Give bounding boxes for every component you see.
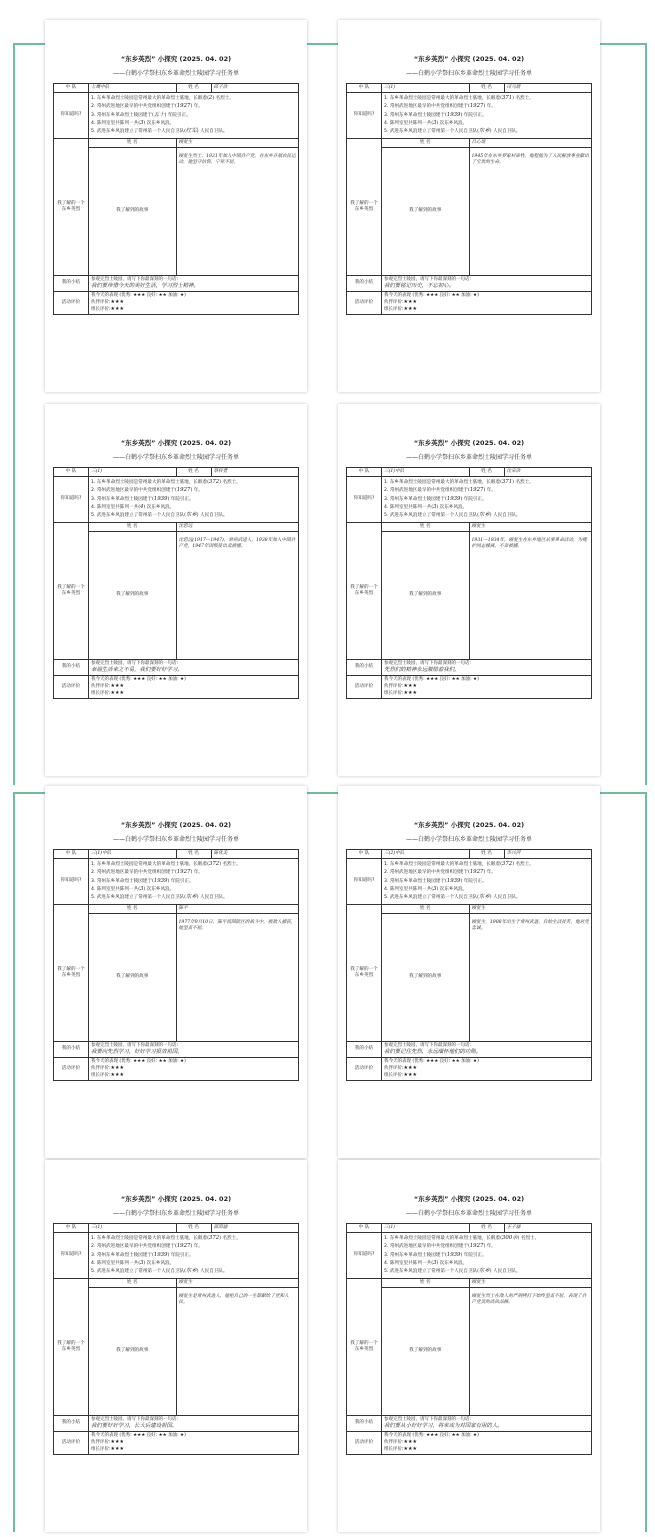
question-5: 5. 武进东乡风浪建立了常州第一个人民自卫队(东乡) 人民自卫队。 bbox=[384, 894, 521, 901]
question-list bbox=[382, 93, 592, 138]
question-2: 2. 常州武进地区最早的中共党组织创建于(1927) 年。 bbox=[91, 103, 203, 110]
question-list bbox=[89, 93, 299, 138]
task-sheet bbox=[338, 20, 600, 392]
question-list bbox=[382, 477, 592, 522]
hero-label: 我了解的一个东乡英烈 bbox=[347, 904, 382, 1041]
story-label: 我了解到的故事 bbox=[382, 531, 470, 659]
squad-value: 三(1) bbox=[89, 468, 177, 477]
name-label: 姓 名 bbox=[176, 1224, 211, 1233]
squad-value: 三(1) bbox=[89, 1224, 177, 1233]
task-table bbox=[346, 83, 592, 315]
hero-label: 我了解的一个东乡英烈 bbox=[54, 522, 89, 659]
squad-label: 中 队 bbox=[54, 84, 89, 93]
eval-cell: 我今天的表现 (优秀: ★★★ 良好: ★★ 加油: ★) 伙伴评价:★★★ 组长评价:★★★ bbox=[89, 1432, 299, 1455]
eval-cell: 我今天的表现 (优秀: ★★★ 良好: ★★ 加油: ★) 伙伴评价:★★★ 组长评价:★★★ bbox=[382, 1432, 592, 1455]
know-label: 你知道吗? bbox=[347, 1233, 382, 1278]
question-5: 5. 武进东乡风浪建立了常州第一个人民自卫队(东乡) 人民自卫队。 bbox=[91, 894, 228, 901]
question-3: 3. 常州东乡革命烈士陵园建于(1939) 年院引正。 bbox=[384, 495, 487, 502]
summary-cell: 参观完烈士陵园，请写下你最深刻的一句话: 我们要好好学习，长大后建设祖国。 bbox=[89, 1415, 299, 1431]
question-2: 2. 常州武进地区最早的中共党组织创建于(1927) 年。 bbox=[91, 487, 203, 494]
sheet-subtitle: ——白鹤小学祭扫东乡革命烈士陵园学习任务单 bbox=[405, 70, 532, 77]
question-1: 1. 东乡革命烈士陵园是常州最大的革命烈士墓地，长眠着(372) 名烈士。 bbox=[91, 479, 241, 486]
task-table bbox=[346, 1223, 592, 1455]
question-5: 5. 武进东乡风浪建立了常州第一个人民自卫队(东乡) 人民自卫队。 bbox=[91, 1268, 228, 1275]
name-label: 姓 名 bbox=[176, 468, 211, 477]
story-label: 我了解到的故事 bbox=[89, 913, 177, 1041]
name-label: 姓 名 bbox=[469, 850, 504, 859]
squad-label: 中 队 bbox=[347, 1224, 382, 1233]
summary-label: 我的小结 bbox=[54, 275, 89, 291]
know-label: 你知道吗? bbox=[347, 93, 382, 138]
sheet-subtitle: ——白鹤小学祭扫东乡革命烈士陵园学习任务单 bbox=[405, 836, 532, 843]
summary-cell: 参观完烈士陵园，请写下你最深刻的一句话: 我们要珍惜今天的美好生活，学习烈士精神。 bbox=[89, 275, 299, 291]
task-table bbox=[53, 1223, 299, 1455]
sheet-subtitle: ——白鹤小学祭扫东乡革命烈士陵园学习任务单 bbox=[405, 454, 532, 461]
question-3: 3. 常州东乡革命烈士陵园建于(1939) 年院引正。 bbox=[384, 877, 487, 884]
story-label: 我了解到的故事 bbox=[382, 1287, 470, 1415]
story-label: 我了解到的故事 bbox=[89, 1287, 177, 1415]
hero-label: 我了解的一个东乡英烈 bbox=[347, 522, 382, 659]
squad-value: 三(1)中队 bbox=[382, 468, 470, 477]
hero-name-value: 顾复生 bbox=[176, 138, 299, 147]
question-5: 5. 武进东乡风浪建立了常州第一个人民自卫队(东乡) 人民自卫队。 bbox=[384, 512, 521, 519]
story-text: 顾复生，1908年出生于常州武进，自幼生活贫苦，他对党忠诚。 bbox=[469, 913, 592, 1041]
question-5: 5. 武进东乡风浪建立了常州第一个人民自卫队(东乡) 人民自卫队。 bbox=[384, 128, 521, 135]
question-1: 1. 东乡革命烈士陵园是常州最大的革命烈士墓地，长眠着(371) 名烈士。 bbox=[384, 95, 534, 102]
summary-label: 我的小结 bbox=[54, 1041, 89, 1057]
story-text: 顾复生是常州武进人，他把自己的一生都献给了党和人民。 bbox=[176, 1287, 299, 1415]
eval-label: 活动评价 bbox=[347, 292, 382, 315]
task-sheet bbox=[338, 1160, 600, 1532]
sheet-title: “东乡英烈” 小探究 (2025. 04. 02) bbox=[120, 55, 232, 63]
sheet-title: “东乡英烈” 小探究 (2025. 04. 02) bbox=[413, 1195, 525, 1203]
question-1: 1. 东乡革命烈士陵园是常州最大的革命烈士墓地，长眠着(372) 名烈士。 bbox=[91, 861, 241, 868]
question-3: 3. 常州东乡革命烈士陵园建于(1939) 年院引正。 bbox=[384, 1251, 487, 1258]
sheet-subtitle: ——白鹤小学祭扫东乡革命烈士陵园学习任务单 bbox=[112, 454, 239, 461]
question-5: 5. 武进东乡风浪建立了常州第一个人民自卫队(东乡) 人民自卫队。 bbox=[91, 512, 228, 519]
know-label: 你知道吗? bbox=[54, 859, 89, 904]
story-label: 我了解到的故事 bbox=[382, 147, 470, 275]
hero-name-label: 姓 名 bbox=[89, 1278, 177, 1287]
eval-cell: 我今天的表现 (优秀: ★★★ 良好: ★★ 加油: ★) 伙伴评价:★★★ 组长评价:★★★ bbox=[89, 1058, 299, 1081]
question-4: 4. 陈列室里共陈列一共(3) 次东乡风浪。 bbox=[384, 120, 468, 127]
eval-label: 活动评价 bbox=[54, 292, 89, 315]
name-value: 沈宋浩 bbox=[504, 468, 592, 477]
story-text: 1945年在东乡罗家村牵牲，他程他为了人民解放事业献出了宝贵的生命。 bbox=[469, 147, 592, 275]
hero-label: 我了解的一个东乡英烈 bbox=[347, 138, 382, 275]
squad-value: 七鹰中队 bbox=[89, 84, 177, 93]
question-4: 4. 陈列室里共陈列一共(3) 次东乡风浪。 bbox=[91, 1260, 175, 1267]
eval-cell: 我今天的表现 (优秀: ★★★ 良好: ★★ 加油: ★) 伙伴评价:★★★ 组长评价:★★★ bbox=[382, 292, 592, 315]
sheet-title: “东乡英烈” 小探究 (2025. 04. 02) bbox=[120, 821, 232, 829]
question-4: 4. 陈列室里共陈列一共(3) 次东乡风浪。 bbox=[91, 886, 175, 893]
squad-value: 三(1)中队 bbox=[89, 850, 177, 859]
question-2: 2. 常州武进地区最早的中共党组织创建于(1927) 年。 bbox=[91, 869, 203, 876]
story-text: 1931—1934年，顾复生在东乡地区从事革命活动，为掩护同志撑离，不幸被捕。 bbox=[469, 531, 592, 659]
sheet-subtitle: ——白鹤小学祭扫东乡革命烈士陵园学习任务单 bbox=[405, 1210, 532, 1217]
question-list bbox=[89, 859, 299, 904]
task-sheet bbox=[338, 404, 600, 776]
name-label: 姓 名 bbox=[469, 84, 504, 93]
question-4: 4. 陈列室里共陈列一共(3) 次东乡风浪。 bbox=[384, 886, 468, 893]
summary-label: 我的小结 bbox=[347, 659, 382, 675]
question-1: 1. 东乡革命烈士陵园是常州最大的革命烈士墓地，长眠着(2) 名烈士。 bbox=[91, 95, 234, 102]
question-5: 5. 武进东乡风浪建立了常州第一个人民自卫队(红军) 人民自卫队。 bbox=[91, 128, 228, 135]
name-value: 李兴河 bbox=[504, 850, 592, 859]
eval-label: 活动评价 bbox=[347, 1432, 382, 1455]
summary-label: 我的小结 bbox=[347, 1041, 382, 1057]
hero-name-label: 姓 名 bbox=[89, 138, 177, 147]
question-list bbox=[382, 859, 592, 904]
hero-name-value: 顾复生 bbox=[469, 522, 592, 531]
story-text: 顾复生烈士在敌人的严刑拷打下始终坚贞不屈，表现了共产党员的高尚品格。 bbox=[469, 1287, 592, 1415]
hero-name-label: 姓 名 bbox=[382, 138, 470, 147]
story-label: 我了解到的故事 bbox=[89, 147, 177, 275]
task-sheet bbox=[45, 404, 307, 776]
summary-cell: 参观完烈士陵园，请写下你最深刻的一句话: 我要向先烈学习，好好学习报效祖国。 bbox=[89, 1041, 299, 1057]
summary-cell: 参观完烈士陵园，请写下你最深刻的一句话: 我们要从小好好学习，将来成为对国家有用的人。 bbox=[382, 1415, 592, 1431]
eval-label: 活动评价 bbox=[347, 676, 382, 699]
question-3: 3. 常州东乡革命烈士陵园建于(1939) 年院引正。 bbox=[91, 495, 194, 502]
know-label: 你知道吗? bbox=[347, 477, 382, 522]
question-2: 2. 常州武进地区最早的中共党组织创建于(1927) 年。 bbox=[384, 487, 496, 494]
question-2: 2. 常州武进地区最早的中共党组织创建于(1927) 年。 bbox=[384, 869, 496, 876]
eval-label: 活动评价 bbox=[54, 1432, 89, 1455]
question-3: 3. 常州东乡革命烈士陵园建于(1939) 年院引正。 bbox=[384, 111, 487, 118]
task-sheet bbox=[45, 1160, 307, 1532]
know-label: 你知道吗? bbox=[347, 859, 382, 904]
squad-label: 中 队 bbox=[54, 850, 89, 859]
hero-name-label: 姓 名 bbox=[89, 522, 177, 531]
summary-label: 我的小结 bbox=[347, 275, 382, 291]
question-2: 2. 常州武进地区最早的中共党组织创建于(1927) 年。 bbox=[384, 103, 496, 110]
question-3: 3. 常州东乡革命烈士陵园建于(五十) 年院引正。 bbox=[91, 111, 191, 118]
sheet-title: “东乡英烈” 小探究 (2025. 04. 02) bbox=[120, 439, 232, 447]
summary-label: 我的小结 bbox=[54, 1415, 89, 1431]
task-sheet bbox=[45, 20, 307, 392]
squad-label: 中 队 bbox=[347, 850, 382, 859]
question-1: 1. 东乡革命烈士陵园是常州最大的革命烈士墓地，长眠着(300余) 名烈士。 bbox=[384, 1235, 540, 1242]
hero-name-value: 陈平 bbox=[176, 904, 299, 913]
squad-label: 中 队 bbox=[54, 1224, 89, 1233]
hero-label: 我了解的一个东乡英烈 bbox=[54, 904, 89, 1041]
question-list bbox=[89, 1233, 299, 1278]
eval-label: 活动评价 bbox=[347, 1058, 382, 1081]
sheet-title: “东乡英烈” 小探究 (2025. 04. 02) bbox=[413, 439, 525, 447]
question-4: 4. 陈列室里共陈列一共(3) 次东乡风浪。 bbox=[91, 120, 175, 127]
know-label: 你知道吗? bbox=[54, 93, 89, 138]
task-table bbox=[53, 849, 299, 1081]
summary-cell: 参观完烈士陵园，请写下你最深刻的一句话: 先烈们的精神永远激励着我们。 bbox=[382, 659, 592, 675]
sheet-title: “东乡英烈” 小探究 (2025. 04. 02) bbox=[413, 55, 525, 63]
name-value: 陈优美 bbox=[211, 850, 299, 859]
sheet-title: “东乡英烈” 小探究 (2025. 04. 02) bbox=[120, 1195, 232, 1203]
name-value: 邵雨涵 bbox=[211, 1224, 299, 1233]
task-table bbox=[346, 467, 592, 699]
summary-label: 我的小结 bbox=[347, 1415, 382, 1431]
hero-name-value: 顾复生 bbox=[469, 1278, 592, 1287]
name-label: 姓 名 bbox=[176, 84, 211, 93]
question-3: 3. 常州东乡革命烈士陵园建于(1939) 年院引正。 bbox=[91, 1251, 194, 1258]
name-label: 姓 名 bbox=[176, 850, 211, 859]
question-3: 3. 常州东乡革命烈士陵园建于(1939) 年院引正。 bbox=[91, 877, 194, 884]
squad-label: 中 队 bbox=[347, 84, 382, 93]
story-text: 1977年9月10日，陈平派国防区的战斗中，被敌人捕获，他坚贞不屈。 bbox=[176, 913, 299, 1041]
hero-name-value: 吕心琉 bbox=[469, 138, 592, 147]
hero-label: 我了解的一个东乡英烈 bbox=[54, 138, 89, 275]
squad-label: 中 队 bbox=[347, 468, 382, 477]
task-sheet bbox=[338, 786, 600, 1158]
question-4: 4. 陈列室里共陈列一共(3) 次东乡风浪。 bbox=[384, 504, 468, 511]
question-list bbox=[89, 477, 299, 522]
question-1: 1. 东乡革命烈士陵园是常州最大的革命烈士墓地，长眠着(371) 名烈士。 bbox=[384, 479, 534, 486]
eval-label: 活动评价 bbox=[54, 1058, 89, 1081]
hero-label: 我了解的一个东乡英烈 bbox=[54, 1278, 89, 1415]
story-text: 沈思远(1917—1947)，常州武进人，1938年加入中国共产党，1947年因叛徒出卖被捕。 bbox=[176, 531, 299, 659]
hero-name-label: 姓 名 bbox=[89, 904, 177, 913]
hero-name-value: 顾复生 bbox=[176, 1278, 299, 1287]
task-table bbox=[53, 83, 299, 315]
name-label: 姓 名 bbox=[469, 468, 504, 477]
hero-name-value: 沈思远 bbox=[176, 522, 299, 531]
question-5: 5. 武进东乡风浪建立了常州第一个人民自卫队(东乡) 人民自卫队。 bbox=[384, 1268, 521, 1275]
summary-cell: 参观完烈士陵园，请写下你最深刻的一句话: 幸福生活来之不易，我们要好好学习。 bbox=[89, 659, 299, 675]
know-label: 你知道吗? bbox=[54, 1233, 89, 1278]
name-label: 姓 名 bbox=[469, 1224, 504, 1233]
story-label: 我了解到的故事 bbox=[89, 531, 177, 659]
eval-cell: 我今天的表现 (优秀: ★★★ 良好: ★★ 加油: ★) 伙伴评价:★★★ 组长评价:★★★ bbox=[89, 292, 299, 315]
summary-cell: 参观完烈士陵园，请写下你最深刻的一句话: 我们要记住先烈，永远缅怀他们的功勋。 bbox=[382, 1041, 592, 1057]
task-sheet bbox=[45, 786, 307, 1158]
know-label: 你知道吗? bbox=[54, 477, 89, 522]
question-2: 2. 常州武进地区最早的中共党组织创建于(1927) 年。 bbox=[91, 1243, 203, 1250]
story-text: 顾复生烈士，1931年加入中国共产党，在东乡开展农民运动，他坚守信仰，宁死不屈。 bbox=[176, 147, 299, 275]
squad-value: 三(1) bbox=[382, 1224, 470, 1233]
sheet-title: “东乡英烈” 小探究 (2025. 04. 02) bbox=[413, 821, 525, 829]
sheet-subtitle: ——白鹤小学祭扫东乡革命烈士陵园学习任务单 bbox=[112, 836, 239, 843]
squad-label: 中 队 bbox=[54, 468, 89, 477]
name-value: 邱子浩 bbox=[211, 84, 299, 93]
summary-label: 我的小结 bbox=[54, 659, 89, 675]
hero-label: 我了解的一个东乡英烈 bbox=[347, 1278, 382, 1415]
name-value: 司马晨 bbox=[504, 84, 592, 93]
hero-name-value: 顾复生 bbox=[469, 904, 592, 913]
question-1: 1. 东乡革命烈士陵园是常州最大的革命烈士墓地，长眠着(372) 名烈士。 bbox=[91, 1235, 241, 1242]
squad-value: 三(2)中队 bbox=[382, 850, 470, 859]
hero-name-label: 姓 名 bbox=[382, 1278, 470, 1287]
story-label: 我了解到的故事 bbox=[382, 913, 470, 1041]
question-1: 1. 东乡革命烈士陵园是常州最大的革命烈士墓地，长眠着(372) 名烈士。 bbox=[384, 861, 534, 868]
eval-cell: 我今天的表现 (优秀: ★★★ 良好: ★★ 加油: ★) 伙伴评价:★★★ 组长评价:★★★ bbox=[382, 676, 592, 699]
sheet-subtitle: ——白鹤小学祭扫东乡革命烈士陵园学习任务单 bbox=[112, 1210, 239, 1217]
question-4: 4. 陈列室里共陈列一共(3) 次东乡风浪。 bbox=[384, 1260, 468, 1267]
task-table bbox=[53, 467, 299, 699]
sheet-subtitle: ——白鹤小学祭扫东乡革命烈士陵园学习任务单 bbox=[112, 70, 239, 77]
eval-label: 活动评价 bbox=[54, 676, 89, 699]
eval-cell: 我今天的表现 (优秀: ★★★ 良好: ★★ 加油: ★) 伙伴评价:★★★ 组长评价:★★★ bbox=[89, 676, 299, 699]
summary-cell: 参观完烈士陵园，请写下你最深刻的一句话: 我们要铭记历史，不忘初心。 bbox=[382, 275, 592, 291]
hero-name-label: 姓 名 bbox=[382, 522, 470, 531]
question-list bbox=[382, 1233, 592, 1278]
name-value: 蔡梓萱 bbox=[211, 468, 299, 477]
question-4: 4. 陈列室里共陈列一共(4) 次东乡风浪。 bbox=[91, 504, 175, 511]
hero-name-label: 姓 名 bbox=[382, 904, 470, 913]
eval-cell: 我今天的表现 (优秀: ★★★ 良好: ★★ 加油: ★) 伙伴评价:★★★ 组长评价:★★★ bbox=[382, 1058, 592, 1081]
name-value: 王子涵 bbox=[504, 1224, 592, 1233]
squad-value: 三(1) bbox=[382, 84, 470, 93]
task-table bbox=[346, 849, 592, 1081]
question-2: 2. 常州武进地区最早的中共党组织创建于(1927) 年。 bbox=[384, 1243, 496, 1250]
